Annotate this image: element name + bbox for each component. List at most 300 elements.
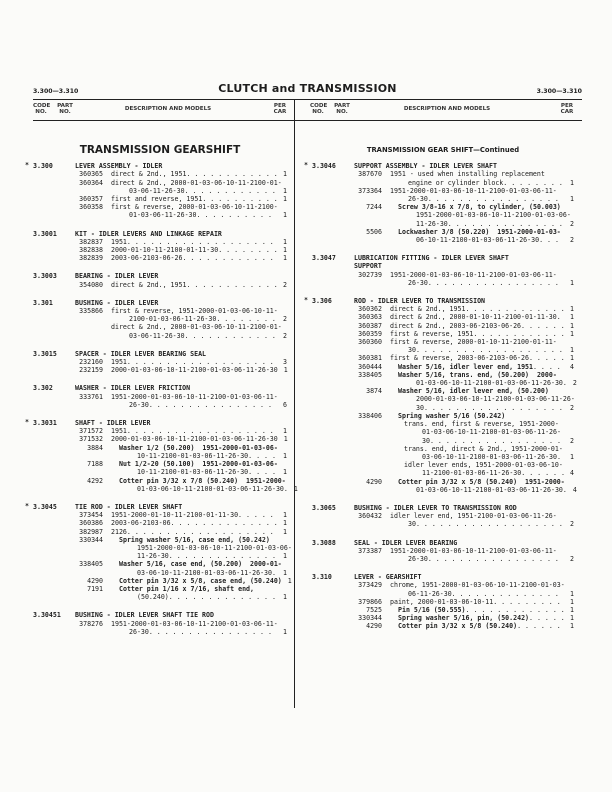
description-text: 03-06-11-26-30 [129, 186, 185, 195]
quantity-per-car: 1 [283, 195, 287, 204]
part-number: 4290 [366, 622, 382, 631]
quantity-per-car: 1 [283, 186, 287, 195]
quantity-per-car: 4 [572, 485, 577, 494]
dot-leader [466, 606, 565, 614]
description-text: 10-11-2100-01-03-06-11-26-30 [137, 468, 249, 477]
part-description [390, 445, 574, 461]
description-line [111, 254, 287, 262]
description-text: Pin 5/16 (50.555) [398, 605, 466, 614]
part-row [33, 307, 287, 323]
col-code: CODE NO. [310, 103, 328, 116]
description-line [398, 236, 574, 244]
col-code: CODE NO. [33, 103, 51, 116]
catalog-section [312, 573, 574, 630]
dot-leader [197, 211, 278, 219]
quantity-per-car: 1 [570, 321, 574, 330]
dot-leader [218, 246, 277, 254]
description-line [398, 485, 577, 494]
part-row [33, 427, 287, 435]
code-spacer [33, 179, 75, 195]
part-description [111, 427, 287, 435]
description-line [111, 435, 287, 443]
part-number: 360432 [358, 512, 382, 521]
description-text: 26-30 [408, 278, 428, 287]
description-text: first & reverse, 1951 [390, 329, 474, 338]
page-header [33, 82, 582, 98]
code-spacer [33, 281, 75, 289]
part-row [312, 581, 574, 597]
part-number: 373429 [358, 581, 382, 590]
quantity-per-car: 1 [570, 178, 574, 187]
quantity-per-car: 4 [570, 362, 574, 371]
description-text: 1951-2000-01-03-06-10-11-2100-01-03-06- [137, 543, 292, 552]
part-row [33, 620, 287, 636]
description-text: direct & 2nd., 1951 [111, 280, 187, 289]
section-heading [25, 161, 287, 171]
part-group-name [75, 272, 287, 280]
description-line [111, 427, 287, 435]
part-row [312, 271, 574, 287]
part-group-name-line: BUSHING - IDLER LEVER SHAFT TIE ROD [75, 611, 214, 620]
part-description [111, 179, 287, 195]
code-spacer [312, 512, 354, 528]
part-number: 3884 [87, 443, 103, 452]
part-row [33, 519, 287, 527]
description-text: Spring washer 5/16 (50.242) [398, 411, 506, 420]
description-line [111, 323, 287, 331]
description-line [390, 598, 574, 606]
part-number: 360358 [79, 203, 103, 212]
quantity-per-car: 1 [283, 451, 287, 460]
part-group-name [354, 573, 574, 581]
description-line [390, 330, 574, 338]
quantity-per-car: 1 [570, 622, 574, 631]
dot-leader [473, 330, 564, 338]
part-number: 382987 [79, 527, 103, 536]
description-text: direct & 2nd., 1951 [111, 170, 187, 179]
part-description [390, 420, 574, 445]
dot-leader [557, 453, 564, 461]
part-row [33, 281, 287, 289]
dot-leader [521, 322, 564, 330]
part-description [390, 354, 574, 362]
description-line [111, 620, 287, 628]
part-group-name-line: LEVER ASSEMBLY - IDLER [75, 162, 163, 171]
part-number: 379866 [358, 597, 382, 606]
part-number: 232160 [79, 358, 103, 367]
description-line [119, 585, 287, 593]
description-text: 01-03-06-10-11-2100-01-03-06-11-26-30. [137, 484, 288, 493]
description-line [390, 195, 574, 203]
description-line [398, 363, 574, 371]
part-row [312, 412, 574, 420]
dot-leader [169, 593, 277, 601]
part-row [33, 435, 287, 443]
part-group-name-line: KIT - IDLER LEVERS AND LINKAGE REPAIR [75, 229, 222, 238]
description-line [390, 170, 574, 178]
description-text: Nut 1/2-20 (50.100) 1951-2000-01-03-06- [119, 460, 278, 469]
section-heading [312, 539, 574, 547]
part-number: 382838 [79, 246, 103, 255]
part-row [33, 560, 287, 576]
part-description [390, 228, 574, 244]
quantity-per-car: 1 [283, 511, 287, 520]
description-line [398, 395, 574, 403]
code-number: 3.30451 [33, 611, 61, 620]
part-row [312, 598, 574, 606]
quantity-per-car: 2 [570, 236, 574, 245]
description-line [398, 379, 577, 388]
description-line [111, 246, 287, 254]
description-text: 01-03-06-10-11-2100-01-03-06-11-26-30. [416, 485, 567, 494]
part-number: 360357 [79, 195, 103, 204]
section-title: TRANSMISSION GEARSHIFT [79, 144, 241, 156]
code-number: * 3.3031 [25, 418, 57, 428]
part-number: 360360 [358, 338, 382, 347]
description-line [390, 547, 574, 555]
description-line [404, 437, 574, 445]
part-description [390, 581, 574, 597]
part-row [33, 179, 287, 195]
part-row [312, 606, 574, 614]
description-line [398, 404, 574, 412]
description-text: 1951 - used when installing replacement [390, 170, 545, 179]
description-line [390, 354, 574, 362]
code-spacer [33, 435, 75, 443]
code-spacer [33, 477, 75, 493]
description-line [390, 305, 574, 313]
code-spacer [312, 622, 354, 630]
dot-leader [127, 528, 277, 536]
description-line [398, 478, 574, 486]
description-text: 03-06-11-26-30 [129, 331, 185, 340]
catalog-section [312, 254, 574, 287]
dot-leader [238, 511, 277, 519]
quantity-per-car: 2 [570, 520, 574, 529]
quantity-per-car: 1 [283, 211, 287, 220]
code-spacer [312, 445, 354, 461]
description-text: 1951-2000-01-03-06-10-11-2100-01-03-06-11- [111, 619, 278, 628]
code-spacer [33, 519, 75, 527]
part-group-name [75, 384, 287, 392]
quantity-per-car: 1 [283, 254, 287, 263]
col-per-car: PER CAR [273, 103, 287, 116]
part-row [33, 528, 287, 536]
description-line [398, 606, 574, 614]
description-line [111, 315, 287, 323]
code-spacer [312, 228, 354, 244]
description-line [111, 511, 287, 519]
description-line [390, 346, 574, 354]
part-row [312, 370, 577, 388]
code-spacer [33, 536, 75, 561]
code-spacer [312, 354, 354, 362]
part-number: 360365 [79, 170, 103, 179]
description-text: direct & 2nd., 1951 [390, 305, 466, 314]
part-row [33, 585, 287, 601]
description-text: 1951 [111, 237, 127, 246]
part-number: 5506 [366, 227, 382, 236]
description-line [111, 187, 287, 195]
description-text: 1951-2000-01-03-06-10-11-2100-01-03-06-11- [111, 392, 278, 401]
catalog-section [304, 296, 577, 494]
section-heading [312, 254, 574, 270]
description-line [404, 453, 574, 461]
part-group-name-line: SUPPORT ASSEMBLY - IDLER LEVER SHAFT [354, 162, 497, 171]
code-spacer [312, 598, 354, 606]
part-row [33, 170, 287, 178]
description-line [119, 576, 292, 585]
code-spacer [312, 614, 354, 622]
dot-leader [182, 254, 277, 262]
part-group-name-line: SPACER - IDLER LEVER BEARING SEAL [75, 349, 207, 358]
part-description [111, 393, 287, 409]
part-number: 360386 [79, 519, 103, 528]
code-spacer [312, 187, 354, 203]
code-spacer [33, 560, 75, 576]
part-description [390, 370, 577, 388]
code-spacer [312, 363, 354, 371]
part-row [312, 512, 574, 528]
description-text: 26-30 [129, 627, 149, 636]
description-text: 26-30 [129, 400, 149, 409]
code-spacer [312, 547, 354, 563]
col-part: PART NO. [57, 103, 73, 116]
description-line [398, 220, 574, 228]
dot-leader [216, 315, 277, 323]
description-line [404, 445, 574, 453]
code-number: 3.301 [33, 298, 53, 307]
code-number: 3.3001 [33, 229, 57, 238]
description-text: Spring washer 5/16, pin, (50.242) [398, 614, 530, 623]
description-text: 26-30 [408, 195, 428, 204]
description-line [111, 528, 287, 536]
page-title: CLUTCH and TRANSMISSION [218, 82, 397, 95]
section-heading [33, 384, 287, 392]
quantity-per-car: 2 [283, 315, 287, 324]
description-line [398, 228, 574, 236]
description-text: chrome, 1951-2000-01-03-06-10-11-2100-01-03- [390, 581, 565, 590]
quantity-per-car: 1 [283, 435, 288, 444]
part-number: 333761 [79, 392, 103, 401]
part-group-name-line: SUPPORT [354, 262, 382, 271]
description-line [111, 203, 287, 211]
part-group-name [354, 504, 574, 512]
code-spacer [312, 371, 354, 387]
part-row [312, 338, 574, 354]
part-description [390, 203, 574, 228]
part-row [33, 203, 287, 219]
code-number: 3.3047 [312, 254, 336, 263]
catalog-section [33, 384, 287, 409]
part-row [312, 330, 574, 338]
catalog-section [25, 501, 292, 602]
part-description [111, 519, 287, 527]
part-group-name-line: LUBRICATION FITTING - IDLER LEVER SHAFT [354, 254, 509, 263]
dot-leader [539, 236, 564, 244]
part-description [390, 622, 574, 630]
dot-leader [452, 590, 564, 598]
part-description [390, 322, 574, 330]
description-text: 2100-01-03-06-11-26-30 [129, 315, 217, 324]
description-line [119, 552, 287, 560]
right-column [304, 146, 577, 641]
description-text: first and reverse, 1951 [111, 195, 203, 204]
description-text: trans. end, direct & 2nd., 1951-2000-01- [404, 444, 563, 453]
part-group-name [354, 254, 574, 270]
part-description [111, 281, 287, 289]
part-row [312, 363, 574, 371]
part-number: 360444 [358, 362, 382, 371]
part-row [33, 254, 287, 262]
description-text: 1951 [111, 358, 127, 367]
part-group-name [354, 539, 574, 547]
part-number: 378276 [79, 619, 103, 628]
part-group-name-line: BUSHING - IDLER LEVER [75, 298, 159, 307]
part-row [33, 444, 287, 460]
part-number: 373364 [358, 186, 382, 195]
part-description [390, 313, 574, 321]
dot-leader [533, 363, 564, 371]
quantity-per-car: 1 [293, 484, 298, 493]
dot-leader [416, 346, 564, 354]
description-line [119, 484, 298, 493]
part-number: 4290 [87, 576, 103, 585]
description-line [404, 469, 574, 477]
part-number: 7525 [366, 605, 382, 614]
part-description [111, 476, 298, 493]
part-row [33, 535, 292, 561]
revision-marker: * [304, 296, 308, 305]
quantity-per-car: 1 [570, 278, 574, 287]
description-line [119, 560, 287, 568]
part-description [111, 203, 287, 219]
part-row [33, 576, 292, 585]
quantity-per-car: 1 [283, 627, 287, 636]
part-description [390, 477, 577, 494]
catalog-section [25, 161, 287, 220]
part-number: 373387 [358, 546, 382, 555]
part-group-name-line: LEVER - GEARSHIFT [354, 573, 422, 582]
description-line [390, 338, 574, 346]
description-text: 2000-01-10-11-2100-01-11-30 [111, 246, 219, 255]
code-spacer [33, 358, 75, 366]
part-description [390, 363, 574, 371]
section-heading [33, 299, 287, 307]
section-heading [25, 501, 287, 511]
description-text: trans. end, first & reverse, 1951-2000- [404, 420, 559, 429]
revision-marker: * [25, 418, 29, 427]
part-description [111, 560, 287, 576]
part-row [33, 195, 287, 203]
code-spacer [33, 170, 75, 178]
description-text: Spring washer 5/16, case end, (50.242) [119, 535, 270, 544]
code-spacer [33, 511, 75, 519]
quantity-per-car: 1 [570, 313, 574, 322]
dot-leader [186, 170, 277, 178]
code-spacer [312, 461, 354, 477]
part-description [111, 511, 287, 519]
quantity-per-car: 1 [283, 170, 287, 179]
code-spacer [33, 577, 75, 585]
catalog-section [33, 272, 287, 288]
quantity-per-car: 2 [283, 331, 287, 340]
description-text: 30 [408, 520, 416, 529]
part-description [111, 358, 287, 366]
catalog-section [25, 418, 298, 493]
part-description [111, 435, 287, 443]
description-text: Cotter pin 3/32 x 5/8 (50.240) 1951-2000- [398, 477, 565, 486]
quantity-per-car: 1 [570, 195, 574, 204]
part-description [111, 254, 287, 262]
code-spacer [312, 203, 354, 228]
description-text: 11-26-30 [137, 552, 169, 561]
description-line [111, 401, 287, 409]
part-row [312, 622, 574, 630]
part-group-name-line: SHAFT - IDLER LEVER [75, 419, 151, 428]
code-number: * 3.3046 [304, 161, 336, 171]
dot-leader [171, 519, 277, 527]
code-spacer [312, 322, 354, 330]
code-number: 3.3015 [33, 349, 57, 358]
description-text: 1951 [111, 427, 127, 436]
code-number: 3.3088 [312, 538, 336, 547]
quantity-per-car: 1 [570, 614, 574, 623]
part-description [111, 460, 287, 476]
code-spacer [33, 393, 75, 409]
dot-leader [557, 313, 564, 321]
dot-leader [430, 437, 564, 445]
part-row [312, 420, 574, 445]
part-group-name [75, 419, 287, 427]
description-text: Cotter pin 1/16 x 7/16, shaft end, [119, 584, 254, 593]
description-text: 03-06-10-11-2100-01-03-06-11-26-30 [137, 568, 272, 577]
description-text: Cotter pin 3/32 x 7/8 (50.240) 1951-2000- [119, 476, 286, 485]
code-spacer [312, 412, 354, 420]
dot-leader [127, 238, 277, 246]
description-line [111, 393, 287, 401]
part-row [33, 358, 287, 366]
description-line [398, 614, 574, 622]
part-number: 3874 [366, 387, 382, 396]
part-number: 360364 [79, 178, 103, 187]
description-text: idler lever ends, 1951-2000-01-03-06-10- [404, 461, 563, 470]
description-text: 06-11-26-30 [408, 589, 452, 598]
code-spacer [33, 585, 75, 601]
description-text: direct & 2nd., 2000-01-03-06-10-11-2100-01- [111, 178, 282, 187]
part-number: 371572 [79, 427, 103, 436]
part-row [312, 614, 574, 622]
code-spacer [33, 195, 75, 203]
description-line [111, 519, 287, 527]
section-range-left: 3.300—3.310 [33, 88, 79, 95]
part-row [312, 313, 574, 321]
part-description [111, 246, 287, 254]
description-line [398, 387, 574, 395]
part-number: 302739 [358, 270, 382, 279]
dot-leader [149, 628, 277, 636]
code-spacer [33, 427, 75, 435]
description-line [119, 536, 287, 544]
description-text: Washer 5/16, case end, (50.200) 2000-01- [119, 560, 282, 569]
catalog-section [312, 504, 574, 529]
description-line [119, 444, 287, 452]
dot-leader [493, 598, 564, 606]
description-text: Washer 5/16, idler lever end, (50.200) [398, 387, 549, 396]
description-text: first & reverse, 2000-01-03-06-10-11-2100- [111, 203, 278, 212]
description-line [111, 238, 287, 246]
part-description [111, 576, 292, 585]
